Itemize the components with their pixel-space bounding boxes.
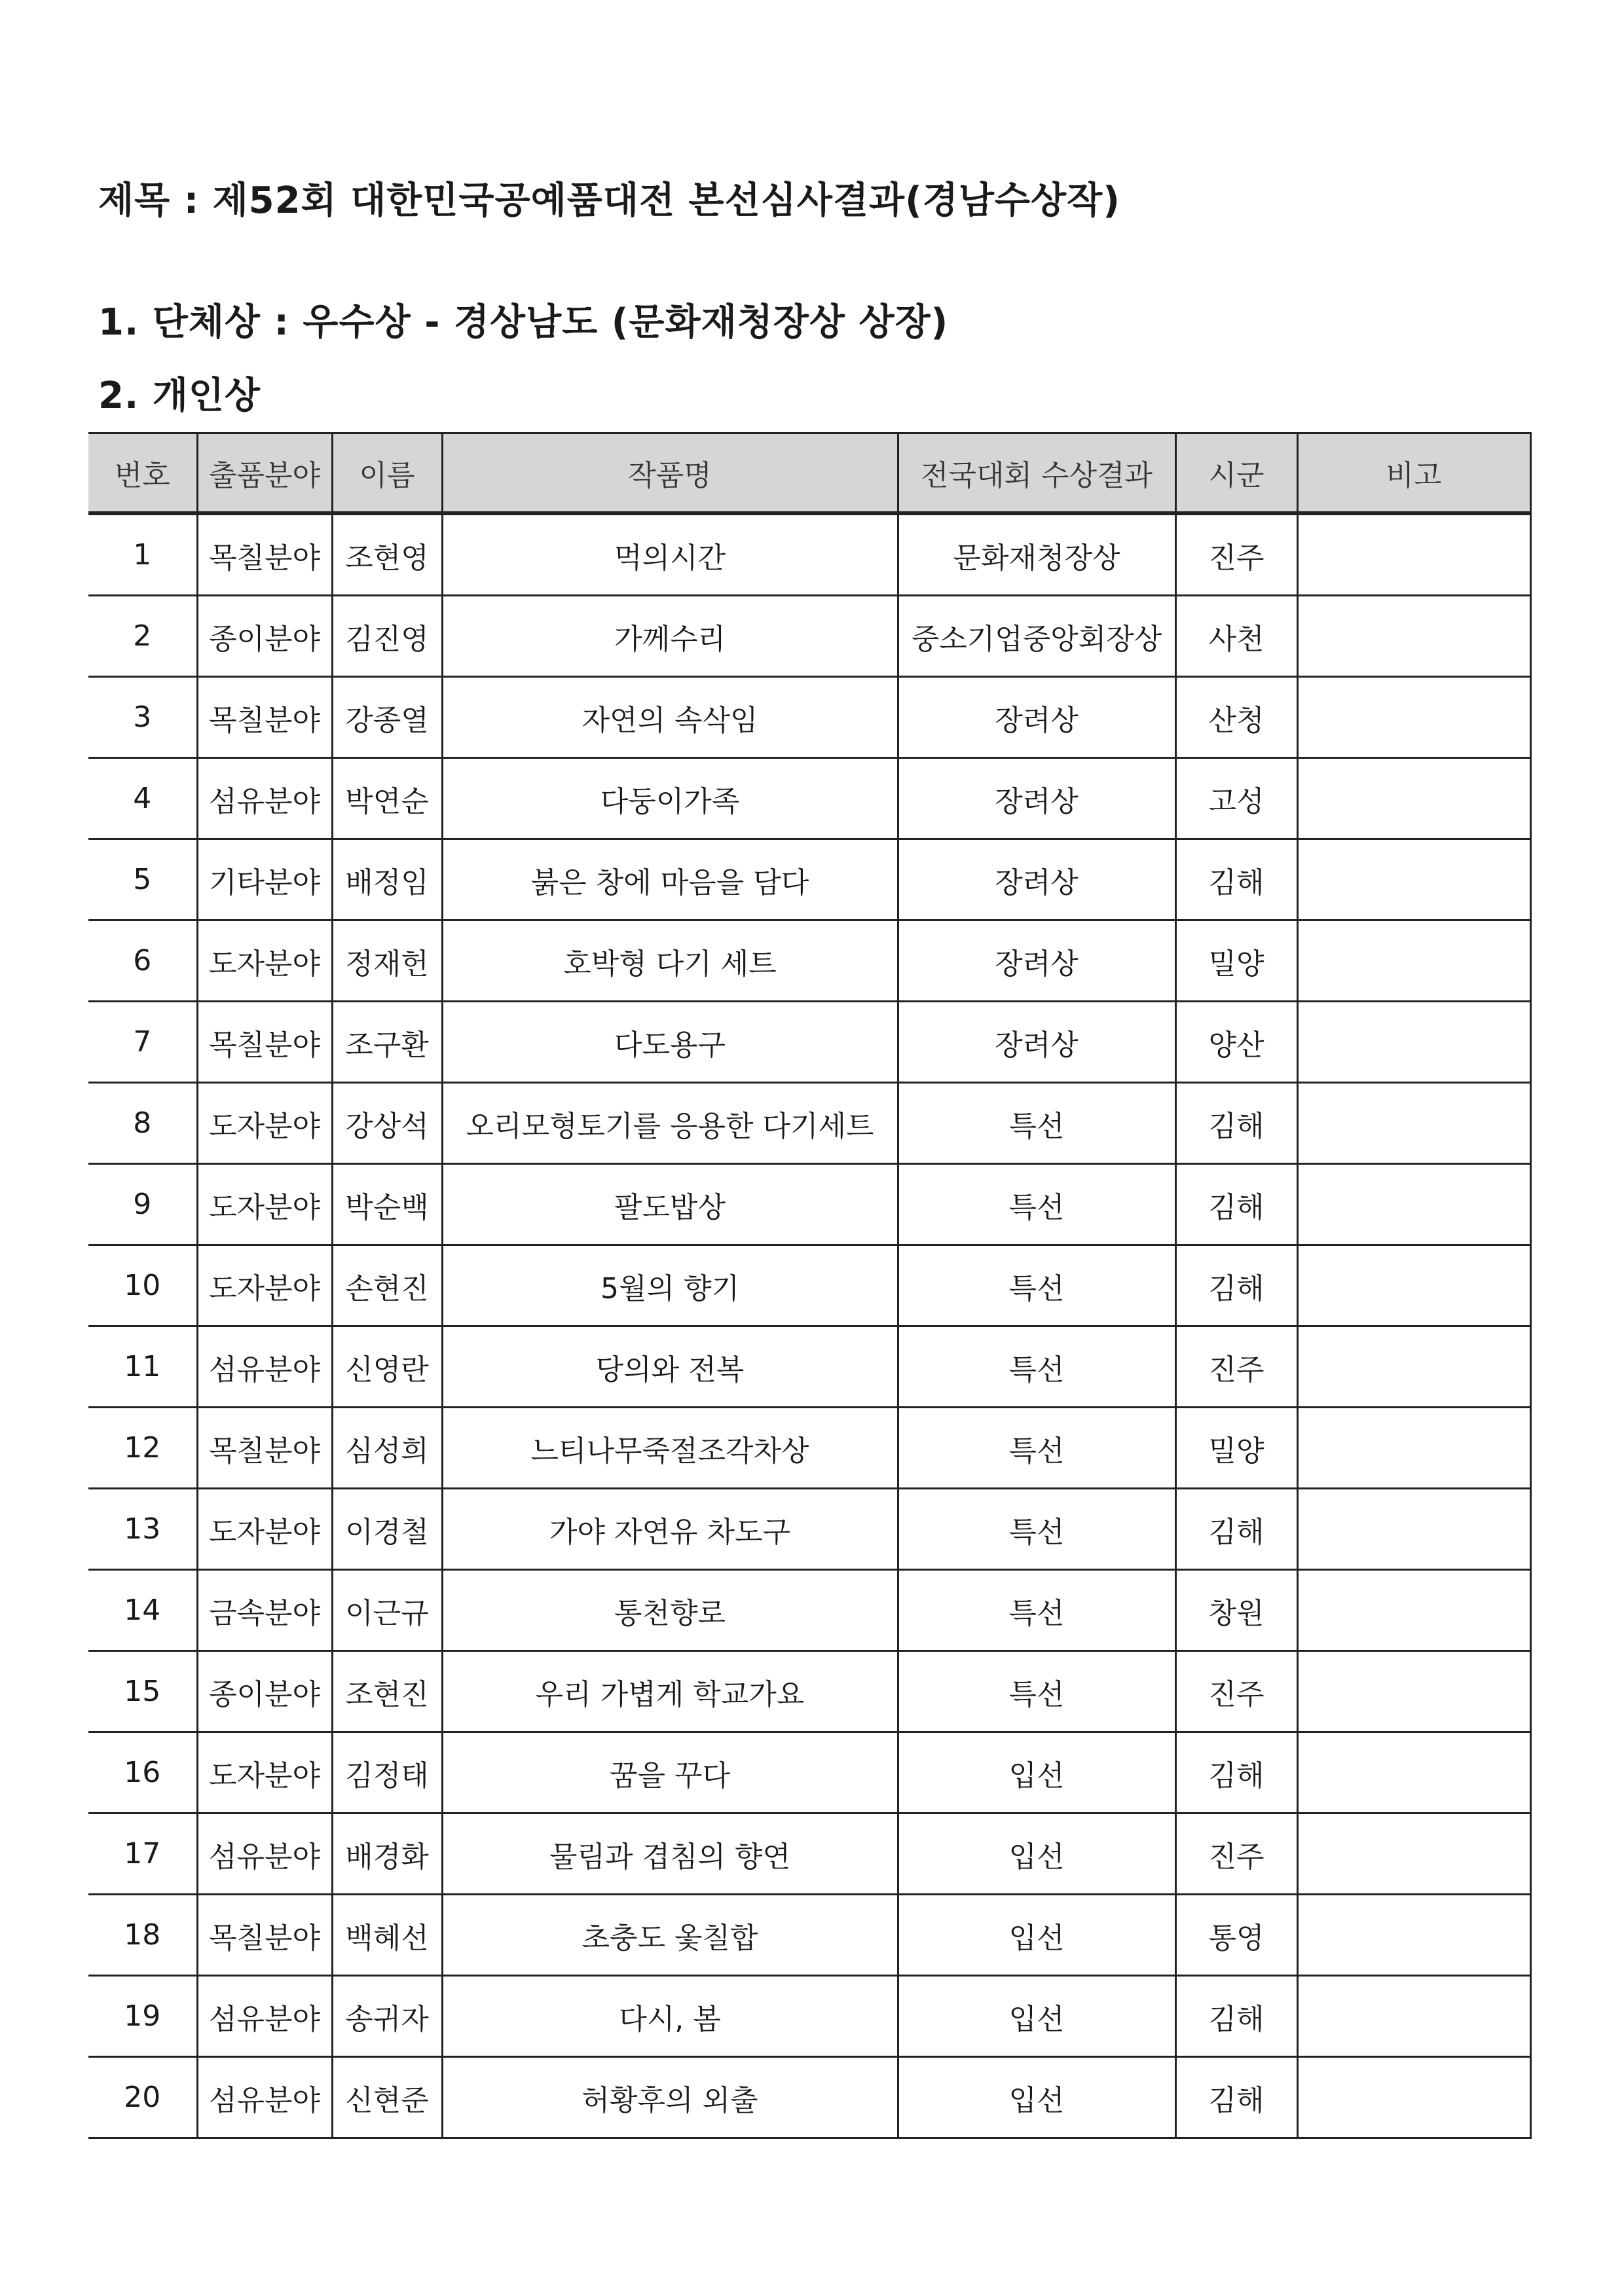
- table-row: [88, 1489, 1530, 1570]
- cell-remarks: [1297, 677, 1530, 758]
- cell-number: 10: [88, 1245, 197, 1326]
- cell-category: 기타분야: [197, 839, 332, 920]
- header-remarks: 비고: [1297, 433, 1530, 514]
- cell-number: 18: [88, 1895, 197, 1976]
- table-row: [88, 1408, 1530, 1489]
- cell-work-title: 다시, 봄: [442, 1976, 898, 2057]
- cell-work-title: 자연의 속삭임: [442, 677, 898, 758]
- cell-category: 목칠분야: [197, 1895, 332, 1976]
- cell-city: 김해: [1175, 839, 1297, 920]
- cell-national-result: 특선: [898, 1164, 1175, 1245]
- cell-work-title: 허황후의 외출: [442, 2057, 898, 2138]
- cell-work-title: 다도용구: [442, 1002, 898, 1083]
- cell-national-result: 입선: [898, 2057, 1175, 2138]
- cell-number: 6: [88, 920, 197, 1002]
- cell-remarks: [1297, 1976, 1530, 2057]
- cell-city: 사천: [1175, 596, 1297, 677]
- cell-city: 창원: [1175, 1570, 1297, 1651]
- cell-name: 심성희: [332, 1408, 442, 1489]
- cell-remarks: [1297, 1651, 1530, 1732]
- cell-national-result: 특선: [898, 1245, 1175, 1326]
- cell-category: 목칠분야: [197, 1408, 332, 1489]
- header-city: 시군: [1175, 433, 1297, 514]
- cell-number: 17: [88, 1813, 197, 1895]
- cell-work-title: 느티나무죽절조각차상: [442, 1408, 898, 1489]
- cell-national-result: 입선: [898, 1813, 1175, 1895]
- cell-national-result: 특선: [898, 1570, 1175, 1651]
- cell-city: 김해: [1175, 1164, 1297, 1245]
- cell-work-title: 가께수리: [442, 596, 898, 677]
- cell-remarks: [1297, 839, 1530, 920]
- cell-work-title: 다둥이가족: [442, 758, 898, 839]
- cell-number: 16: [88, 1732, 197, 1813]
- table-row: [88, 1083, 1530, 1164]
- group-award-heading: 1. 단체상 : 우수상 - 경상남도 (문화재청장상 상장): [98, 301, 949, 344]
- cell-name: 배정임: [332, 839, 442, 920]
- cell-number: 3: [88, 677, 197, 758]
- cell-number: 9: [88, 1164, 197, 1245]
- table-row: [88, 920, 1530, 1002]
- cell-name: 신영란: [332, 1326, 442, 1408]
- cell-number: 4: [88, 758, 197, 839]
- cell-remarks: [1297, 2057, 1530, 2138]
- cell-work-title: 오리모형토기를 응용한 다기세트: [442, 1083, 898, 1164]
- cell-work-title: 통천향로: [442, 1570, 898, 1651]
- cell-city: 산청: [1175, 677, 1297, 758]
- cell-national-result: 특선: [898, 1083, 1175, 1164]
- cell-work-title: 팔도밥상: [442, 1164, 898, 1245]
- table-row: [88, 1732, 1530, 1813]
- cell-name: 이근규: [332, 1570, 442, 1651]
- cell-work-title: 우리 가볍게 학교가요: [442, 1651, 898, 1732]
- cell-number: 7: [88, 1002, 197, 1083]
- cell-national-result: 입선: [898, 1976, 1175, 2057]
- cell-remarks: [1297, 1895, 1530, 1976]
- cell-name: 강종열: [332, 677, 442, 758]
- cell-category: 도자분야: [197, 1083, 332, 1164]
- cell-remarks: [1297, 596, 1530, 677]
- cell-category: 도자분야: [197, 1489, 332, 1570]
- cell-work-title: 꿈을 꾸다: [442, 1732, 898, 1813]
- table-row: [88, 1651, 1530, 1732]
- cell-category: 목칠분야: [197, 513, 332, 596]
- cell-category: 도자분야: [197, 1164, 332, 1245]
- cell-number: 13: [88, 1489, 197, 1570]
- cell-name: 박순백: [332, 1164, 442, 1245]
- cell-name: 김정태: [332, 1732, 442, 1813]
- cell-remarks: [1297, 513, 1530, 596]
- cell-work-title: 먹의시간: [442, 513, 898, 596]
- cell-name: 백혜선: [332, 1895, 442, 1976]
- cell-name: 조현영: [332, 513, 442, 596]
- cell-national-result: 문화재청장상: [898, 513, 1175, 596]
- table-row: [88, 1570, 1530, 1651]
- cell-city: 밀양: [1175, 1408, 1297, 1489]
- cell-remarks: [1297, 1083, 1530, 1164]
- cell-category: 금속분야: [197, 1570, 332, 1651]
- cell-national-result: 장려상: [898, 839, 1175, 920]
- cell-city: 진주: [1175, 1813, 1297, 1895]
- cell-city: 통영: [1175, 1895, 1297, 1976]
- cell-name: 강상석: [332, 1083, 442, 1164]
- header-national-result: 전국대회 수상결과: [898, 433, 1175, 514]
- cell-national-result: 중소기업중앙회장상: [898, 596, 1175, 677]
- cell-number: 19: [88, 1976, 197, 2057]
- header-name: 이름: [332, 433, 442, 514]
- cell-remarks: [1297, 1164, 1530, 1245]
- cell-category: 목칠분야: [197, 677, 332, 758]
- cell-national-result: 특선: [898, 1408, 1175, 1489]
- cell-name: 송귀자: [332, 1976, 442, 2057]
- table-row: [88, 596, 1530, 677]
- cell-work-title: 초충도 옻칠합: [442, 1895, 898, 1976]
- table-row: [88, 513, 1530, 596]
- cell-category: 종이분야: [197, 596, 332, 677]
- table-header-row: [88, 433, 1530, 514]
- cell-category: 도자분야: [197, 1732, 332, 1813]
- cell-remarks: [1297, 1326, 1530, 1408]
- cell-number: 1: [88, 513, 197, 596]
- table-row: [88, 677, 1530, 758]
- cell-city: 진주: [1175, 1326, 1297, 1408]
- cell-name: 정재헌: [332, 920, 442, 1002]
- header-number: 번호: [88, 433, 197, 514]
- cell-number: 20: [88, 2057, 197, 2138]
- cell-work-title: 가야 자연유 차도구: [442, 1489, 898, 1570]
- cell-name: 김진영: [332, 596, 442, 677]
- header-work-title: 작품명: [442, 433, 898, 514]
- cell-work-title: 당의와 전복: [442, 1326, 898, 1408]
- cell-number: 8: [88, 1083, 197, 1164]
- cell-city: 김해: [1175, 1489, 1297, 1570]
- table-row: [88, 1813, 1530, 1895]
- cell-number: 15: [88, 1651, 197, 1732]
- table-row: [88, 1245, 1530, 1326]
- header-category: 출품분야: [197, 433, 332, 514]
- cell-category: 섬유분야: [197, 1976, 332, 2057]
- table-row: [88, 1164, 1530, 1245]
- cell-national-result: 장려상: [898, 1002, 1175, 1083]
- individual-award-heading: 2. 개인상: [98, 374, 261, 417]
- cell-remarks: [1297, 758, 1530, 839]
- cell-remarks: [1297, 1002, 1530, 1083]
- cell-name: 이경철: [332, 1489, 442, 1570]
- cell-remarks: [1297, 920, 1530, 1002]
- cell-city: 진주: [1175, 1651, 1297, 1732]
- cell-national-result: 특선: [898, 1651, 1175, 1732]
- table-row: [88, 758, 1530, 839]
- cell-national-result: 특선: [898, 1326, 1175, 1408]
- cell-city: 김해: [1175, 1732, 1297, 1813]
- cell-city: 김해: [1175, 2057, 1297, 2138]
- table-row: [88, 1326, 1530, 1408]
- cell-city: 진주: [1175, 513, 1297, 596]
- cell-remarks: [1297, 1813, 1530, 1895]
- cell-number: 11: [88, 1326, 197, 1408]
- cell-name: 박연순: [332, 758, 442, 839]
- table-row: [88, 1002, 1530, 1083]
- cell-national-result: 입선: [898, 1895, 1175, 1976]
- table-body: [88, 513, 1530, 2138]
- cell-number: 2: [88, 596, 197, 677]
- table-row: [88, 839, 1530, 920]
- cell-category: 섬유분야: [197, 1326, 332, 1408]
- cell-remarks: [1297, 1570, 1530, 1651]
- cell-name: 조구환: [332, 1002, 442, 1083]
- cell-national-result: 장려상: [898, 677, 1175, 758]
- cell-category: 목칠분야: [197, 1002, 332, 1083]
- cell-category: 도자분야: [197, 920, 332, 1002]
- table-row: [88, 1895, 1530, 1976]
- cell-city: 김해: [1175, 1083, 1297, 1164]
- cell-work-title: 호박형 다기 세트: [442, 920, 898, 1002]
- cell-city: 김해: [1175, 1245, 1297, 1326]
- cell-category: 도자분야: [197, 1245, 332, 1326]
- cell-city: 밀양: [1175, 920, 1297, 1002]
- cell-name: 신현준: [332, 2057, 442, 2138]
- cell-name: 배경화: [332, 1813, 442, 1895]
- cell-name: 조현진: [332, 1651, 442, 1732]
- cell-remarks: [1297, 1245, 1530, 1326]
- table-row: [88, 2057, 1530, 2138]
- cell-category: 섬유분야: [197, 1813, 332, 1895]
- cell-work-title: 5월의 향기: [442, 1245, 898, 1326]
- cell-remarks: [1297, 1408, 1530, 1489]
- cell-number: 14: [88, 1570, 197, 1651]
- cell-name: 손현진: [332, 1245, 442, 1326]
- cell-city: 김해: [1175, 1976, 1297, 2057]
- document-title: 제목 : 제52회 대한민국공예품대전 본선심사결과(경남수상작): [98, 179, 1120, 222]
- cell-remarks: [1297, 1489, 1530, 1570]
- cell-category: 섬유분야: [197, 2057, 332, 2138]
- results-table: [88, 432, 1532, 2139]
- cell-work-title: 붉은 창에 마음을 담다: [442, 839, 898, 920]
- cell-city: 고성: [1175, 758, 1297, 839]
- cell-national-result: 입선: [898, 1732, 1175, 1813]
- cell-work-title: 물림과 겹침의 향연: [442, 1813, 898, 1895]
- cell-number: 5: [88, 839, 197, 920]
- cell-remarks: [1297, 1732, 1530, 1813]
- table-row: [88, 1976, 1530, 2057]
- cell-category: 섬유분야: [197, 758, 332, 839]
- cell-city: 양산: [1175, 1002, 1297, 1083]
- cell-national-result: 장려상: [898, 920, 1175, 1002]
- cell-national-result: 장려상: [898, 758, 1175, 839]
- cell-national-result: 특선: [898, 1489, 1175, 1570]
- cell-category: 종이분야: [197, 1651, 332, 1732]
- cell-number: 12: [88, 1408, 197, 1489]
